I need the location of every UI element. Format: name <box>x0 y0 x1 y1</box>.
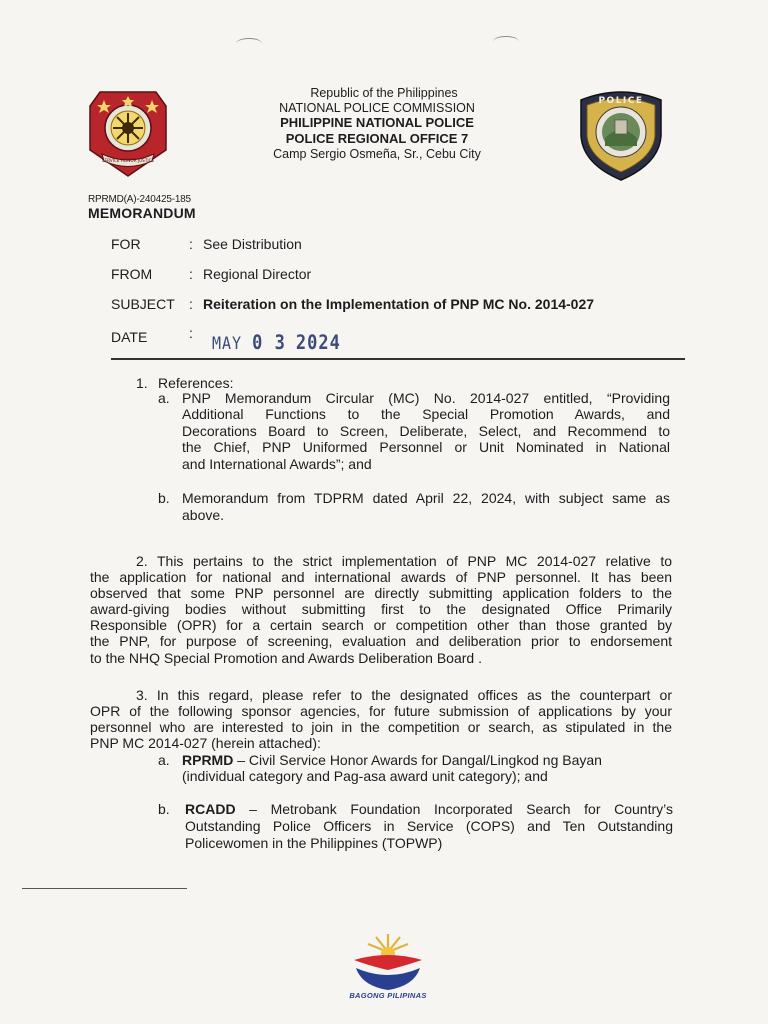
subject-value: Reiteration on the Implementation of PNP MC No. 2014-027 <box>203 296 595 312</box>
ref-a-line: the Chief, PNP Uniformed Personnel or Unit Nominated in National <box>182 439 670 455</box>
item-b-line3: Policewomen in the Philippines (TOPWP) <box>185 835 443 851</box>
para2-line: award-giving bodies without submitting first to the designated Office Primarily <box>90 601 672 617</box>
memorandum-title: MEMORANDUM <box>88 205 196 221</box>
header-divider <box>111 358 685 360</box>
item-a-line <box>182 752 602 768</box>
item-b-letter: b. <box>158 801 170 817</box>
para3-line: personnel who are interested to join in the competition or search, as stipulated in the <box>90 719 672 735</box>
item-a-office: RPRMD <box>182 752 234 768</box>
footer-divider <box>22 888 187 889</box>
pro7-police-seal-icon <box>573 86 669 182</box>
subject-label: SUBJECT <box>111 296 175 312</box>
header-address: Camp Sergio Osmeña, Sr., Cebu City <box>273 147 481 161</box>
from-label: FROM <box>111 266 153 282</box>
from-value: Regional Director <box>203 266 312 282</box>
ref-a-line: Decorations Board to Screen, Deliberate, Select, and Recommend to <box>182 423 670 439</box>
para2-line: the PNP, for purpose of screening, evaluation and deliberation prior to endorsement <box>90 633 672 649</box>
para2-line: to the NHQ Special Promotion and Awards Deliberation Board . <box>90 650 482 666</box>
bagong-pilipinas-logo-icon <box>348 930 428 992</box>
date-label: DATE <box>111 329 148 345</box>
header-napolcom: NATIONAL POLICE COMMISSION <box>279 101 475 115</box>
date-colon: : <box>189 325 193 341</box>
item-a-desc: – Civil Service Honor Awards for Dangal/Lingkod ng Bayan <box>233 752 602 768</box>
header-pro7: POLICE REGIONAL OFFICE 7 <box>285 131 469 146</box>
header-pnp: PHILIPPINE NATIONAL POLICE <box>280 115 474 130</box>
date-month: MAY <box>212 332 243 354</box>
from-row <box>111 266 311 282</box>
punch-hole-mark <box>493 36 519 47</box>
item-b-line <box>185 801 673 817</box>
date-stamp <box>212 332 341 355</box>
para3-line: PNP MC 2014-027 (herein attached): <box>90 735 321 751</box>
para3-line: 3. In this regard, please refer to the designated offices as the counterpart or <box>136 687 672 703</box>
ref-a-letter: a. <box>158 390 170 406</box>
for-row <box>111 236 302 252</box>
para1-heading: References: <box>158 375 234 391</box>
from-colon: : <box>189 266 193 282</box>
seal-ribbon-text: SERVICE HONOR JUSTICE <box>101 158 155 163</box>
for-colon: : <box>189 236 193 252</box>
reference-number: RPRMD(A)-240425-185 <box>88 194 191 205</box>
item-b-office: RCADD <box>185 801 236 817</box>
date-day: 0 3 <box>252 331 286 355</box>
para2-line: 2. This pertains to the strict implementation of PNP MC 2014-027 relative to <box>136 553 672 569</box>
for-label: FOR <box>111 236 141 252</box>
header-republic: Republic of the Philippines <box>310 86 458 100</box>
para1-number: 1. <box>136 375 148 391</box>
item-b-line2: Outstanding Police Officers in Service (COPS) and Ten Outstanding <box>185 818 673 834</box>
para2-line: the application for national and international awards of PNP personnel. It has been <box>90 569 672 585</box>
ref-b-line: Memorandum from TDPRM dated April 22, 2024, with subject same as <box>182 490 670 506</box>
para2-line: observed that some PNP personnel are directly submitting application folders to the <box>90 585 672 601</box>
date-year: 2024 <box>295 331 341 355</box>
date-row <box>111 325 203 345</box>
for-value: See Distribution <box>203 236 302 252</box>
para3-line: OPR of the following sponsor agencies, for future submission of applications by your <box>90 703 672 719</box>
ref-b-letter: b. <box>158 490 170 506</box>
ref-a-line: and International Awards”; and <box>182 456 372 472</box>
ref-a-line: PNP Memorandum Circular (MC) No. 2014-027 entitled, “Providing <box>182 390 670 406</box>
subject-row <box>111 296 594 312</box>
item-a-letter: a. <box>158 752 170 768</box>
ref-a-line: Additional Functions to the Special Promotion Awards, and <box>182 406 670 422</box>
item-a-line2: (individual category and Pag-asa award unit category); and <box>182 768 548 784</box>
subject-colon: : <box>189 296 193 312</box>
punch-hole-mark <box>236 38 262 49</box>
bagong-pilipinas-text: BAGONG PILIPINAS <box>349 991 427 1000</box>
item-b-desc: – Metrobank Foundation Incorporated Search for Country’s <box>235 801 673 817</box>
ref-b-line: above. <box>182 507 225 523</box>
para2-line: Responsible (OPR) for a certain search or competition other than those granted by <box>90 617 672 633</box>
seal-ring-text: POLICE <box>598 96 644 106</box>
